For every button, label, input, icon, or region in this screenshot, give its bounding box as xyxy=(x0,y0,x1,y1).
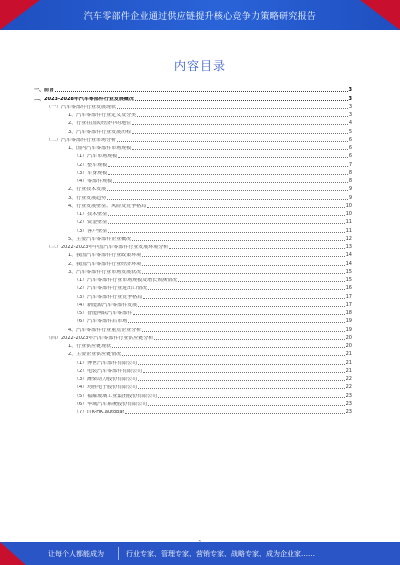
toc-entry[interactable] xyxy=(34,275,352,283)
toc-entry[interactable] xyxy=(34,374,352,382)
toc-leader-dots xyxy=(108,232,344,233)
toc-entry[interactable] xyxy=(34,143,352,151)
toc-entry-page: 6 xyxy=(348,153,352,160)
toc-leader-dots xyxy=(138,364,344,365)
toc-entry[interactable] xyxy=(34,168,352,176)
toc-entry-page: 6 xyxy=(348,145,352,151)
toc-leader-dots xyxy=(128,322,344,323)
toc-entry-text: 4、行业发展壁垒、风险及竞争格局 xyxy=(68,203,147,209)
toc-leader-dots xyxy=(154,339,344,340)
toc-entry-page: 8 xyxy=(348,169,352,176)
toc-entry-page: 17 xyxy=(345,301,352,308)
toc-entry[interactable] xyxy=(34,217,352,225)
toc-leader-dots xyxy=(132,240,344,241)
toc-entry[interactable] xyxy=(34,250,352,258)
toc-entry-page: 3 xyxy=(348,87,352,94)
toc-leader-dots xyxy=(132,133,348,134)
toc-leader-dots xyxy=(122,355,344,356)
toc-entry-text: （2）资金壁垒 xyxy=(74,220,108,226)
toc-leader-dots xyxy=(133,314,344,315)
toc-entry-text: （3）车身规模 xyxy=(74,170,108,176)
toc-entry[interactable] xyxy=(34,110,352,118)
toc-entry-text: 1、行业供应链现状 xyxy=(68,344,112,349)
toc-entry[interactable] xyxy=(34,267,352,275)
toc-entry-text: （2）电装汽车零部件有限公司 xyxy=(74,368,143,374)
toc-leader-dots xyxy=(125,413,344,414)
footer-banner xyxy=(0,542,400,565)
footer-slogan-right: 行业专家、管理专家、营销专家、战略专家、成为企业家…… xyxy=(126,550,315,558)
toc-entry-text: （3）客户壁垒 xyxy=(74,228,108,234)
toc-leader-dots xyxy=(108,166,348,167)
toc-entry-text: （6）华域汽车系统股份有限公司 xyxy=(74,401,148,407)
toc-leader-dots xyxy=(108,223,344,224)
toc-entry[interactable] xyxy=(34,399,352,407)
toc-leader-dots xyxy=(178,281,344,282)
toc-entry-page: 8 xyxy=(348,178,352,184)
toc-entry[interactable] xyxy=(34,93,352,101)
toc-leader-dots xyxy=(132,124,348,125)
toc-entry[interactable] xyxy=(34,308,352,316)
toc-entry[interactable] xyxy=(34,159,352,167)
toc-entry-text: 2、我国汽车零部件行业经济环境 xyxy=(68,261,142,267)
toc-leader-dots xyxy=(169,248,344,249)
toc-leader-dots xyxy=(138,306,344,307)
toc-entry-text: （5）福耀玻璃工业集团股份有限公司 xyxy=(74,393,158,399)
toc-entry[interactable] xyxy=(34,184,352,192)
header-banner xyxy=(0,0,400,30)
toc-entry-text: （4）均胜电子股份有限公司 xyxy=(74,385,138,391)
toc-leader-dots xyxy=(147,207,344,208)
toc-leader-dots xyxy=(108,174,348,175)
toc-entry-text: （1）汽车零部件行业市场规模及增长预测情况 xyxy=(74,278,178,283)
toc-entry-page: 20 xyxy=(345,334,352,341)
toc-entry-text: 4、汽车零部件行业重点企业分析 xyxy=(68,327,142,333)
report-title: 汽车零部件企业通过供应链提升核心竞争力策略研究报告 xyxy=(83,12,317,22)
toc-entry[interactable] xyxy=(34,324,352,332)
toc-entry-page: 4 xyxy=(348,120,352,127)
toc-entry-page: 23 xyxy=(345,400,352,407)
toc-entry-text: （一）汽车零部件行业发展现状 xyxy=(46,104,117,110)
toc-entry-text: 5、主要汽车零部件企业概况 xyxy=(68,236,132,242)
toc-leader-dots xyxy=(107,190,348,191)
toc-leader-dots xyxy=(112,347,344,348)
toc-entry-page: 3 xyxy=(348,103,352,110)
toc-entry-page: 5 xyxy=(348,128,352,135)
toc-entry-page: 22 xyxy=(345,376,352,382)
toc-leader-dots xyxy=(138,388,344,389)
toc-entry[interactable] xyxy=(34,390,352,398)
toc-entry-page: 11 xyxy=(345,219,352,226)
table-of-contents xyxy=(34,85,352,415)
toc-entry-page: 19 xyxy=(345,318,352,325)
toc-entry-page: 6 xyxy=(348,136,352,143)
footer-slogan-left: 让每个人都能成为 xyxy=(48,550,104,558)
toc-entry-text: （6）汽车零部件后市场 xyxy=(74,319,128,325)
toc-entry-page: 23 xyxy=(345,392,352,399)
toc-entry-text: 一、前言 xyxy=(34,88,55,94)
toc-entry-page: 11 xyxy=(345,227,352,234)
toc-entry[interactable] xyxy=(34,151,352,159)
toc-entry[interactable] xyxy=(34,341,352,349)
toc-entry-text: 3、汽车零部件行业发展历程 xyxy=(68,129,132,135)
toc-entry-page: 9 xyxy=(348,186,352,193)
toc-leader-dots xyxy=(107,199,348,200)
toc-entry-page: 14 xyxy=(345,260,352,267)
toc-leader-dots xyxy=(118,157,348,158)
toc-leader-dots xyxy=(113,182,348,183)
toc-entry[interactable] xyxy=(34,176,352,184)
toc-entry-page: 22 xyxy=(345,384,352,391)
toc-entry-page: 15 xyxy=(345,268,352,275)
toc-entry[interactable] xyxy=(34,357,352,365)
toc-entry[interactable] xyxy=(34,300,352,308)
toc-entry[interactable] xyxy=(34,209,352,217)
toc-entry-text: （7）ITK-HK.autobar xyxy=(74,410,125,415)
toc-entry[interactable] xyxy=(34,366,352,374)
toc-entry[interactable] xyxy=(34,242,352,250)
toc-entry-page: 10 xyxy=(345,202,352,209)
toc-entry-text: （2）汽车零部件行业进出口情况 xyxy=(74,286,148,292)
toc-entry[interactable] xyxy=(34,201,352,209)
toc-leader-dots xyxy=(55,91,348,92)
toc-entry[interactable] xyxy=(34,258,352,266)
toc-leader-dots xyxy=(117,108,348,109)
toc-entry-page: 3 xyxy=(348,112,352,118)
toc-entry-text: （3）潍柴动力股份有限公司 xyxy=(74,377,138,382)
toc-entry-page: 12 xyxy=(345,235,352,242)
toc-entry-text: （1）技术壁垒 xyxy=(74,212,108,217)
toc-entry-page: 13 xyxy=(345,244,352,250)
toc-entry-page: 21 xyxy=(345,367,352,374)
toc-entry[interactable] xyxy=(34,118,352,126)
toc-entry-text: 1、国内汽车零部件市场规模 xyxy=(68,146,132,151)
toc-entry[interactable] xyxy=(34,85,352,93)
toc-entry-page: 18 xyxy=(345,310,352,316)
toc-entry[interactable] xyxy=(34,349,352,357)
toc-entry-text: （1）汽车市场规模 xyxy=(74,154,118,160)
toc-entry-page: 10 xyxy=(345,211,352,217)
toc-entry-page: 7 xyxy=(348,161,352,168)
toc-leader-dots xyxy=(143,298,344,299)
toc-entry-text: 2、行业技术发展 xyxy=(68,187,107,193)
toc-entry-text: 二、2023-2028年汽车零部件行业发展概况 xyxy=(34,96,134,102)
toc-entry-page: 21 xyxy=(345,351,352,358)
toc-entry-page: 21 xyxy=(345,359,352,366)
toc-entry-text: （4）新能源汽车零部件发展 xyxy=(74,302,138,308)
toc-entry-text: （4）零部件规模 xyxy=(74,179,113,184)
toc-leader-dots xyxy=(142,331,344,332)
toc-entry[interactable] xyxy=(34,102,352,110)
toc-entry-text: （四）2022-2023年汽车零部件行业供应链分析 xyxy=(46,335,154,341)
toc-entry-text: 3、行业发展趋势 xyxy=(68,195,107,201)
toc-entry[interactable] xyxy=(34,333,352,341)
toc-entry-text: （5）智能网联汽车零部件 xyxy=(74,311,133,316)
toc-entry-page: 14 xyxy=(345,252,352,259)
toc-entry[interactable] xyxy=(34,126,352,134)
toc-entry[interactable] xyxy=(34,234,352,242)
toc-entry-text: 3、汽车零部件行业市场发展状况 xyxy=(68,269,142,275)
toc-entry[interactable] xyxy=(34,291,352,299)
toc-entry[interactable] xyxy=(34,135,352,143)
toc-entry-text: 2、主要企业供应链情况 xyxy=(68,352,122,358)
toc-leader-dots xyxy=(135,100,348,101)
toc-entry-text: （三）2022-2023年中国汽车零部件行业发展环境分析 xyxy=(46,245,169,250)
toc-entry-page: 15 xyxy=(345,277,352,283)
toc-entry-text: （1）博世汽车部件有限公司 xyxy=(74,360,138,366)
footer-red-corner xyxy=(0,542,26,565)
toc-leader-dots xyxy=(143,372,344,373)
toc-entry[interactable] xyxy=(34,407,352,415)
toc-entry-page: 3 xyxy=(348,95,352,102)
toc-entry-text: （3）汽车零部件行业竞争格局 xyxy=(74,294,143,300)
toc-entry-text: 2、行业在国民经济中的地位 xyxy=(68,121,132,127)
toc-entry[interactable] xyxy=(34,192,352,200)
toc-entry-text: 1、汽车零部件行业定义及分类 xyxy=(68,113,137,118)
toc-entry-page: 23 xyxy=(345,409,352,415)
toc-leader-dots xyxy=(148,405,344,406)
toc-leader-dots xyxy=(138,380,344,381)
toc-entry-page: 16 xyxy=(345,285,352,292)
toc-leader-dots xyxy=(137,116,348,117)
toc-entry[interactable] xyxy=(34,283,352,291)
toc-entry-text: （2）整车规模 xyxy=(74,162,108,168)
toc-entry-text: （二）汽车零部件行业市场分析 xyxy=(46,137,117,143)
toc-entry-page: 20 xyxy=(345,343,352,349)
toc-leader-dots xyxy=(142,273,344,274)
toc-entry-text: 1、我国汽车零部件行业政策环境 xyxy=(68,253,142,259)
toc-heading: 内容目录 xyxy=(173,59,226,73)
toc-entry-page: 19 xyxy=(345,326,352,333)
toc-leader-dots xyxy=(158,397,344,398)
toc-entry[interactable] xyxy=(34,225,352,233)
toc-leader-dots xyxy=(117,141,348,142)
toc-leader-dots xyxy=(142,256,344,257)
toc-leader-dots xyxy=(132,149,348,150)
toc-entry[interactable] xyxy=(34,382,352,390)
toc-entry-page: 9 xyxy=(348,194,352,201)
toc-leader-dots xyxy=(148,289,344,290)
toc-leader-dots xyxy=(142,265,344,266)
toc-entry-page: 17 xyxy=(345,293,352,300)
toc-entry[interactable] xyxy=(34,316,352,324)
toc-leader-dots xyxy=(108,215,344,216)
footer-divider xyxy=(118,547,119,560)
